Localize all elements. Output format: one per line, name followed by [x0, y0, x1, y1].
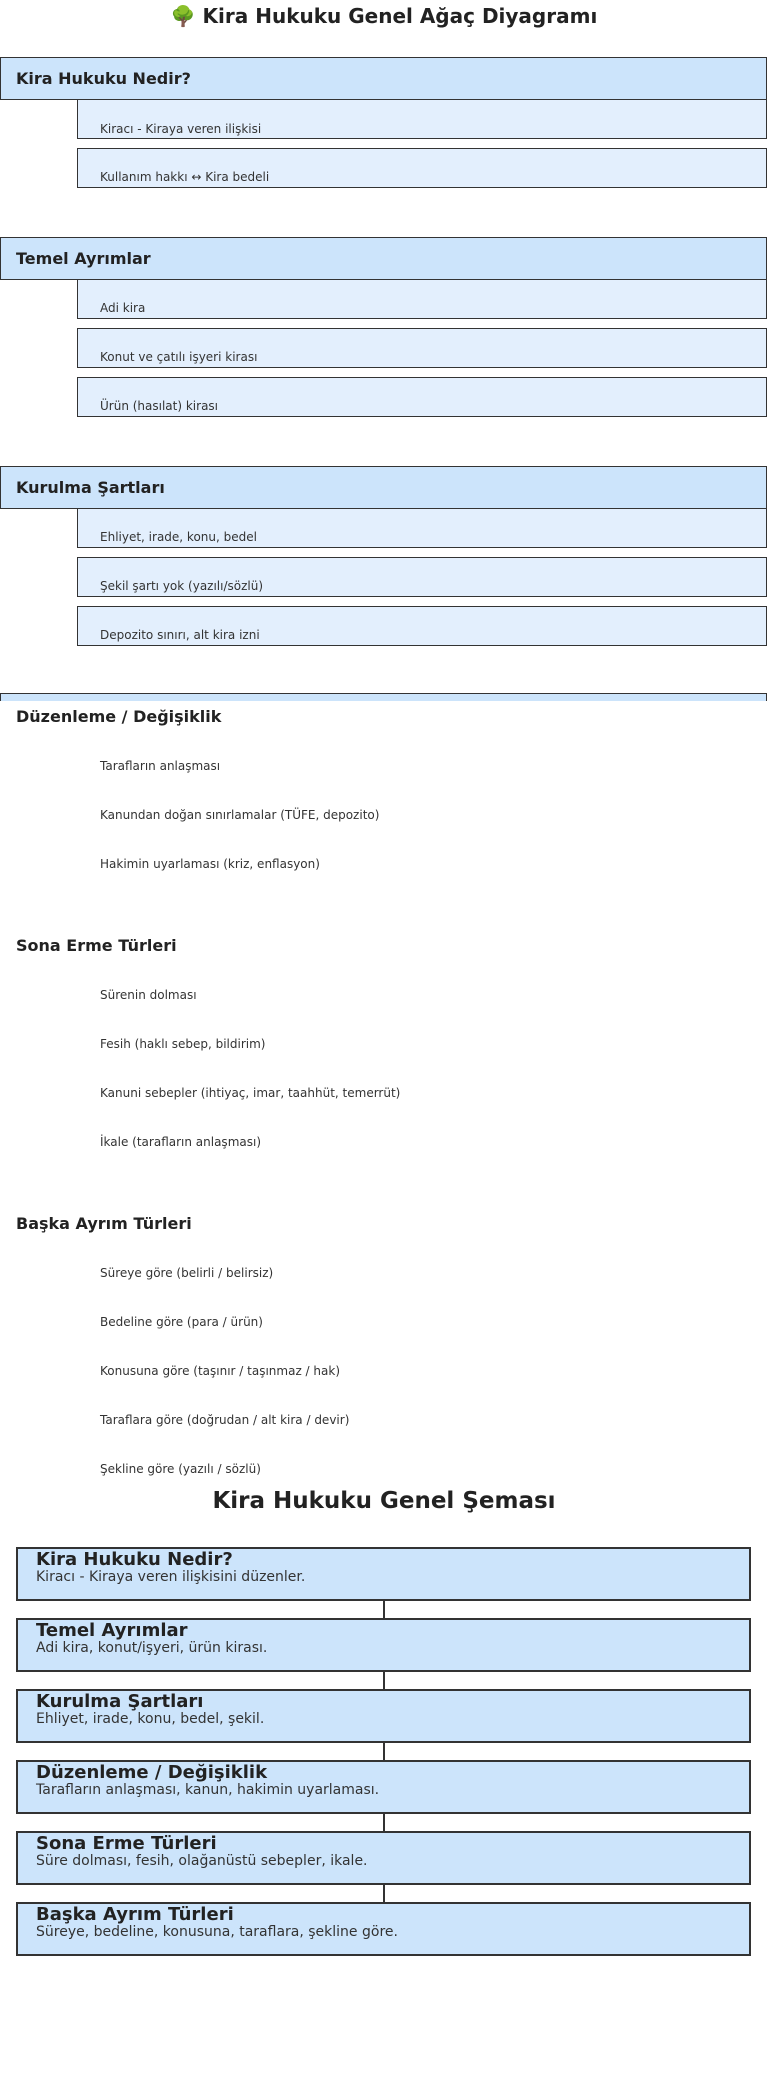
schema-card: [16, 1547, 751, 1601]
card-subtitle: Kiracı - Kiraya veren ilişkisini düzenler.: [36, 1569, 306, 1585]
card-title: Temel Ayrımlar: [36, 1620, 188, 1641]
card-subtitle: Tarafların anlaşması, kanun, hakimin uyarlaması.: [36, 1782, 380, 1798]
connector-line: [383, 1743, 385, 1761]
child-item: Şekil şartı yok (yazılı/sözlü): [100, 579, 264, 593]
section-title: Düzenleme / Değişiklik: [16, 707, 222, 726]
card-subtitle: Ehliyet, irade, konu, bedel, şekil.: [36, 1711, 265, 1727]
child-item: Kullanım hakkı ↔ Kira bedeli: [100, 170, 270, 184]
card-title: Kurulma Şartları: [36, 1691, 204, 1712]
child-item: Tarafların anlaşması: [100, 759, 221, 773]
child-item: Sürenin dolması: [100, 988, 197, 1002]
child-item: Kiracı - Kiraya veren ilişkisi: [100, 122, 262, 136]
schema-card: [16, 1618, 751, 1672]
child-item: Adi kira: [100, 301, 146, 315]
child-item: Kanundan doğan sınırlamalar (TÜFE, depozito): [100, 808, 380, 822]
schema-title: Kira Hukuku Genel Şeması: [212, 1488, 556, 1514]
section-4-box-edge: [0, 693, 767, 701]
card-title: Başka Ayrım Türleri: [36, 1904, 234, 1925]
connector-line: [383, 1672, 385, 1690]
child-item: Şekline göre (yazılı / sözlü): [100, 1462, 261, 1476]
connector-line: [383, 1885, 385, 1903]
section-title: Sona Erme Türleri: [16, 936, 177, 955]
child-item: Hakimin uyarlaması (kriz, enflasyon): [100, 857, 320, 871]
child-item: Bedeline göre (para / ürün): [100, 1315, 263, 1329]
section-title: Kira Hukuku Nedir?: [16, 69, 191, 88]
card-subtitle: Süre dolması, fesih, olağanüstü sebepler, ikale.: [36, 1853, 368, 1869]
child-item: Kanuni sebepler (ihtiyaç, imar, taahhüt, temerrüt): [100, 1086, 401, 1100]
card-subtitle: Adi kira, konut/işyeri, ürün kirası.: [36, 1640, 268, 1656]
child-item: Taraflara göre (doğrudan / alt kira / devir): [100, 1413, 350, 1427]
section-title: Başka Ayrım Türleri: [16, 1214, 192, 1233]
tree-diagram-title: 🌳 Kira Hukuku Genel Ağaç Diyagramı: [170, 4, 598, 28]
schema-card: [16, 1689, 751, 1743]
child-box: [77, 279, 767, 319]
card-subtitle: Süreye, bedeline, konusuna, taraflara, şekline göre.: [36, 1924, 398, 1940]
section-title: Temel Ayrımlar: [16, 249, 151, 268]
connector-line: [383, 1601, 385, 1619]
schema-card: [16, 1831, 751, 1885]
schema-card: [16, 1760, 751, 1814]
child-item: Konut ve çatılı işyeri kirası: [100, 350, 258, 364]
child-item: İkale (tarafların anlaşması): [100, 1135, 261, 1149]
child-item: Ehliyet, irade, konu, bedel: [100, 530, 257, 544]
connector-line: [383, 1814, 385, 1832]
child-item: Süreye göre (belirli / belirsiz): [100, 1266, 274, 1280]
card-title: Kira Hukuku Nedir?: [36, 1549, 233, 1570]
child-item: Fesih (haklı sebep, bildirim): [100, 1037, 266, 1051]
section-title: Kurulma Şartları: [16, 478, 165, 497]
child-item: Ürün (hasılat) kirası: [100, 399, 219, 413]
card-title: Düzenleme / Değişiklik: [36, 1762, 268, 1783]
card-title: Sona Erme Türleri: [36, 1833, 217, 1854]
schema-card: [16, 1902, 751, 1956]
child-item: Depozito sınırı, alt kira izni: [100, 628, 260, 642]
child-item: Konusuna göre (taşınır / taşınmaz / hak): [100, 1364, 341, 1378]
